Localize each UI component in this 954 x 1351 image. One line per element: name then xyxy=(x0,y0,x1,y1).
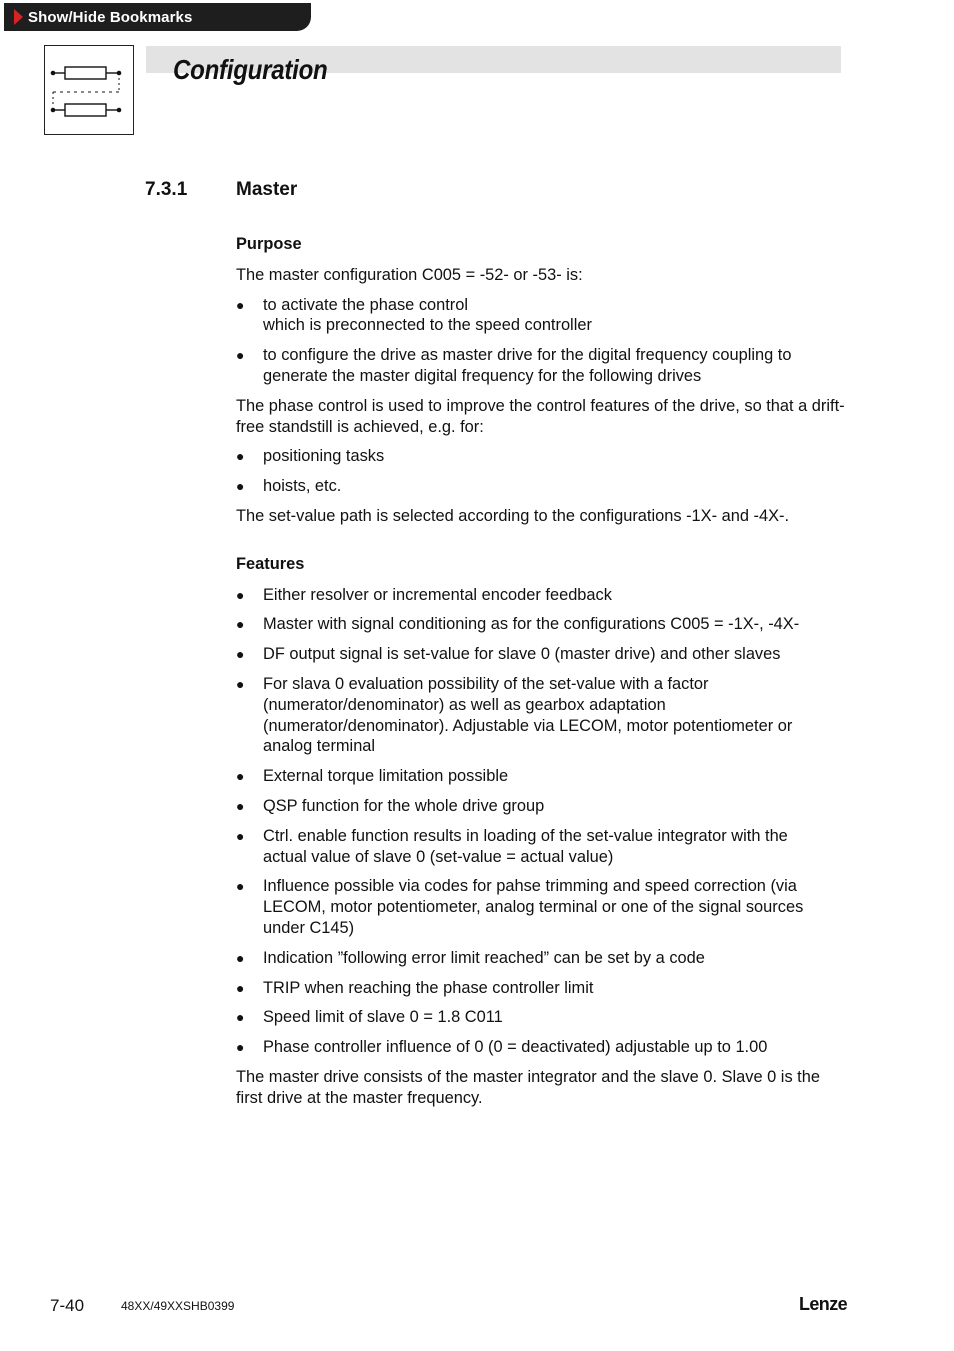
list-item xyxy=(236,614,848,635)
list-item xyxy=(236,978,848,999)
bullet-icon: ● xyxy=(236,797,245,814)
bullet-icon: ● xyxy=(236,878,245,895)
list-item xyxy=(236,876,848,938)
bullet-icon: ● xyxy=(236,979,245,996)
bullet-icon: ● xyxy=(236,478,245,495)
list-item xyxy=(236,446,848,467)
lenze-logo: Lenze xyxy=(799,1294,848,1314)
list-item-text: hoists, etc. xyxy=(263,477,342,496)
list-item-text: analog terminal xyxy=(263,737,376,756)
list-item-text: which is preconnected to the speed controller xyxy=(263,316,592,335)
section-number: 7.3.1 xyxy=(145,179,188,200)
list-item-text: Influence possible via codes for pahse trimming and speed correction (via xyxy=(263,877,797,896)
list-item xyxy=(236,644,848,665)
bullet-icon: ● xyxy=(236,448,245,465)
chapter-title: Configuration xyxy=(173,54,328,85)
bookmark-button-label: Show/Hide Bookmarks xyxy=(28,8,193,26)
list-item-text: DF output signal is set-value for slave 0 (master drive) and other slaves xyxy=(263,645,781,664)
bullet-icon: ● xyxy=(236,1009,245,1026)
closing-paragraph: The master drive consists of the master integrator and the slave 0. Slave 0 is the first drive at the master frequency. xyxy=(236,1067,820,1107)
phase-control-paragraph: The phase control is used to improve the control features of the drive, so that a drift-free standstill is achieved, e.g. for: xyxy=(236,396,845,436)
list-item-text: under C145) xyxy=(263,918,355,937)
show-hide-bookmarks-button[interactable] xyxy=(4,3,311,31)
list-item xyxy=(236,1007,848,1028)
bullet-icon: ● xyxy=(236,616,245,633)
list-item-text: positioning tasks xyxy=(263,447,385,466)
bullet-icon: ● xyxy=(236,827,245,844)
examples-bullet-list xyxy=(236,446,848,497)
list-item-text: to activate the phase control xyxy=(263,295,469,314)
list-item-text: Speed limit of slave 0 = 1.8 C011 xyxy=(263,1008,503,1027)
list-item-text: For slava 0 evaluation possibility of the set-value with a factor xyxy=(263,674,709,693)
list-item-text: External torque limitation possible xyxy=(263,767,509,786)
bullet-icon: ● xyxy=(236,296,245,313)
bullet-icon: ● xyxy=(236,768,245,785)
list-item xyxy=(236,295,848,337)
setvalue-paragraph: The set-value path is selected according to the configurations -1X- and -4X-. xyxy=(236,506,790,525)
list-item xyxy=(236,674,848,757)
list-item-text: (numerator/denominator) as well as gearbox adaptation xyxy=(263,695,666,714)
list-item xyxy=(236,948,848,969)
list-item-text: Master with signal conditioning as for the configurations C005 = -1X-, -4X- xyxy=(263,615,800,634)
bullet-icon: ● xyxy=(236,646,245,663)
list-item-text: to configure the drive as master drive for the digital frequency coupling to xyxy=(263,346,792,365)
features-heading: Features xyxy=(236,554,305,573)
list-item-text: Either resolver or incremental encoder feedback xyxy=(263,585,612,604)
list-item-text: generate the master digital frequency for the following drives xyxy=(263,366,702,385)
list-item xyxy=(236,585,848,606)
list-item xyxy=(236,476,848,497)
list-item-text: Indication ”following error limit reached” can be set by a code xyxy=(263,948,705,967)
list-item xyxy=(236,345,848,387)
bullet-icon: ● xyxy=(236,347,245,364)
list-item-text: TRIP when reaching the phase controller limit xyxy=(263,978,594,997)
list-item-text: LECOM, motor potentiometer, analog terminal or one of the signal sources xyxy=(263,898,804,917)
bullet-icon: ● xyxy=(236,949,245,966)
list-item-text: (numerator/denominator). Adjustable via LECOM, motor potentiometer or xyxy=(263,716,793,735)
features-bullet-list xyxy=(236,585,848,1058)
section-title: Master xyxy=(236,179,298,200)
list-item-text: Phase controller influence of 0 (0 = deactivated) adjustable up to 1.00 xyxy=(263,1038,768,1057)
purpose-heading: Purpose xyxy=(236,235,302,253)
page-number: 7-40 xyxy=(50,1296,85,1315)
purpose-intro: The master configuration C005 = -52- or -53- is: xyxy=(236,265,583,284)
purpose-bullet-list xyxy=(236,295,848,387)
list-item xyxy=(236,796,848,817)
list-item xyxy=(236,1037,848,1058)
list-item xyxy=(236,826,848,868)
list-item xyxy=(236,766,848,787)
bullet-icon: ● xyxy=(236,1039,245,1056)
list-item-text: actual value of slave 0 (set-value = actual value) xyxy=(263,847,614,866)
body-content xyxy=(236,234,848,1118)
list-item-text: QSP function for the whole drive group xyxy=(263,796,545,815)
circuit-diagram-icon xyxy=(44,45,134,135)
bullet-icon: ● xyxy=(236,586,245,603)
list-item-text: Ctrl. enable function results in loading of the set-value integrator with the xyxy=(263,826,788,845)
play-arrow-icon xyxy=(14,9,23,25)
bullet-icon: ● xyxy=(236,675,245,692)
document-code: 48XX/49XXSHB0399 xyxy=(121,1299,235,1313)
